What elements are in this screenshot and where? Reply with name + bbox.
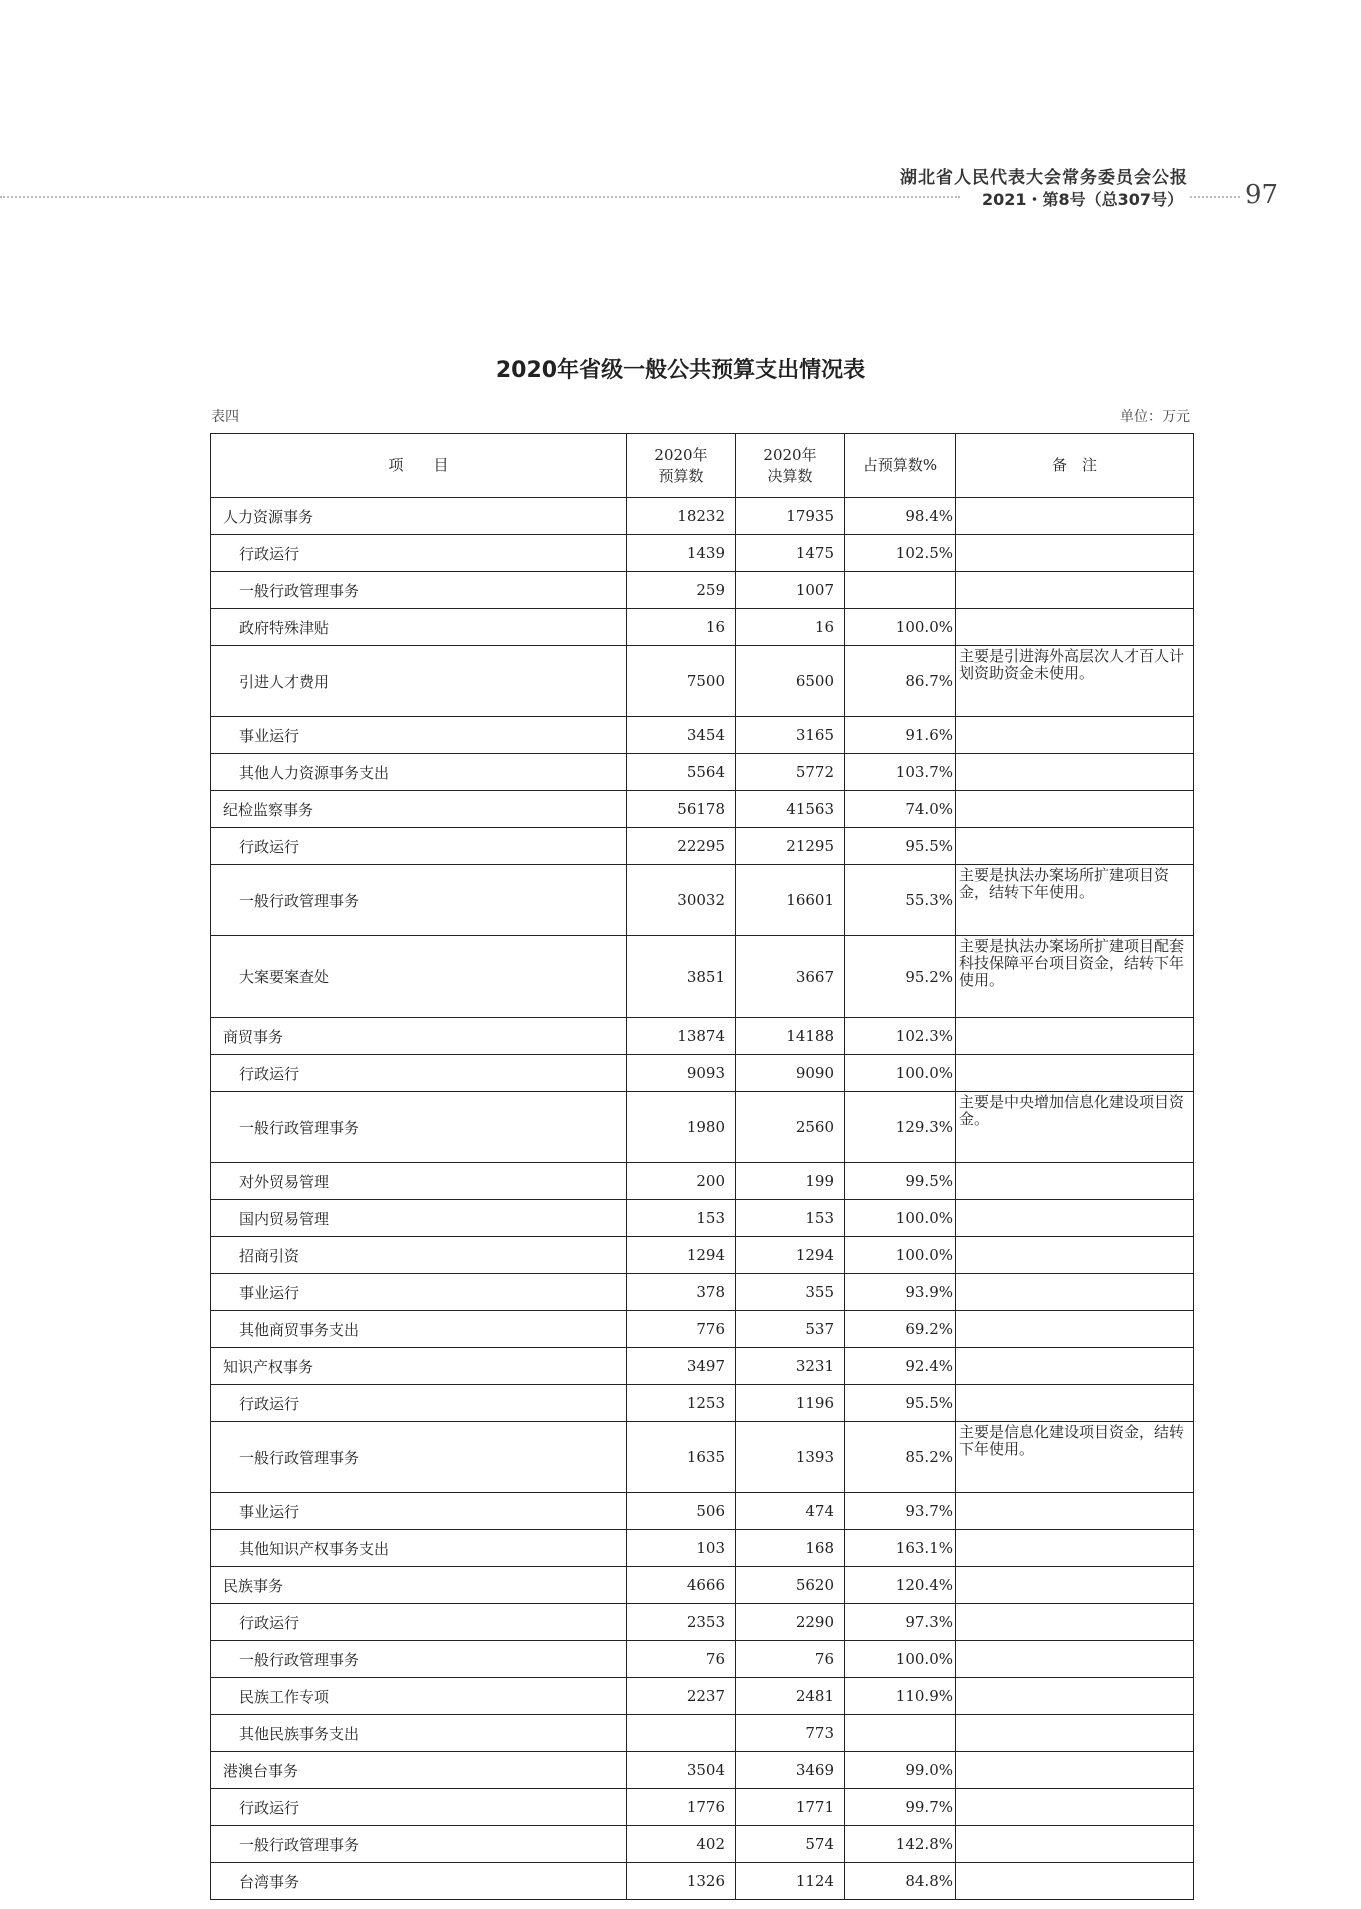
note-cell (956, 609, 1194, 646)
item-cell: 引进人才费用 (211, 646, 627, 717)
table-row (211, 936, 1194, 1018)
budget-cell: 5564 (627, 754, 736, 791)
pct-cell: 100.0% (845, 609, 956, 646)
budget-cell: 1439 (627, 535, 736, 572)
note-cell: 主要是信息化建设项目资金，结转下年使用。 (956, 1422, 1194, 1493)
table-row (211, 717, 1194, 754)
budget-cell: 4666 (627, 1567, 736, 1604)
note-cell (956, 1200, 1194, 1237)
header-dotted-rule-left (0, 196, 960, 198)
item-cell: 事业运行 (211, 1274, 627, 1311)
final-cell: 1393 (736, 1422, 845, 1493)
pct-cell: 93.7% (845, 1493, 956, 1530)
pct-cell: 98.4% (845, 498, 956, 535)
table-row (211, 1789, 1194, 1826)
note-cell (956, 1826, 1194, 1863)
final-cell: 17935 (736, 498, 845, 535)
final-cell: 2481 (736, 1678, 845, 1715)
unit-label: 单位：万元 (1120, 409, 1190, 425)
pct-cell: 129.3% (845, 1092, 956, 1163)
pct-cell: 92.4% (845, 1348, 956, 1385)
final-cell: 2560 (736, 1092, 845, 1163)
table-row (211, 828, 1194, 865)
budget-table (210, 433, 1194, 1900)
final-cell: 6500 (736, 646, 845, 717)
final-cell: 41563 (736, 791, 845, 828)
table-row (211, 1530, 1194, 1567)
budget-cell: 76 (627, 1641, 736, 1678)
item-cell: 国内贸易管理 (211, 1200, 627, 1237)
pct-cell: 55.3% (845, 865, 956, 936)
pct-cell: 97.3% (845, 1604, 956, 1641)
final-cell: 1771 (736, 1789, 845, 1826)
note-cell (956, 1055, 1194, 1092)
note-cell (956, 1385, 1194, 1422)
final-cell: 16 (736, 609, 845, 646)
table-row (211, 646, 1194, 717)
note-cell (956, 1348, 1194, 1385)
journal-name: 湖北省人民代表大会常务委员会公报 (900, 168, 1188, 188)
table-body (211, 498, 1194, 1900)
budget-cell: 13874 (627, 1018, 736, 1055)
budget-cell: 776 (627, 1311, 736, 1348)
header-budget (627, 434, 736, 498)
table-row (211, 1311, 1194, 1348)
budget-cell: 200 (627, 1163, 736, 1200)
item-cell: 其他人力资源事务支出 (211, 754, 627, 791)
item-cell: 行政运行 (211, 535, 627, 572)
final-cell: 5772 (736, 754, 845, 791)
note-cell: 主要是执法办案场所扩建项目配套科技保障平台项目资金，结转下年使用。 (956, 936, 1194, 1018)
issue-label: 2021・第8号（总307号） (982, 190, 1184, 209)
item-cell: 商贸事务 (211, 1018, 627, 1055)
note-cell (956, 1493, 1194, 1530)
table-row (211, 1493, 1194, 1530)
item-cell: 一般行政管理事务 (211, 1826, 627, 1863)
pct-cell: 91.6% (845, 717, 956, 754)
item-cell: 民族工作专项 (211, 1678, 627, 1715)
final-cell: 1294 (736, 1237, 845, 1274)
note-cell (956, 791, 1194, 828)
pct-cell: 102.3% (845, 1018, 956, 1055)
table-row (211, 1055, 1194, 1092)
note-cell (956, 1163, 1194, 1200)
final-cell: 474 (736, 1493, 845, 1530)
final-cell: 1124 (736, 1863, 845, 1900)
item-cell: 行政运行 (211, 828, 627, 865)
note-cell (956, 717, 1194, 754)
table-row (211, 498, 1194, 535)
final-cell: 5620 (736, 1567, 845, 1604)
table-row (211, 1567, 1194, 1604)
final-cell: 76 (736, 1641, 845, 1678)
item-cell: 民族事务 (211, 1567, 627, 1604)
item-cell: 其他民族事务支出 (211, 1715, 627, 1752)
budget-cell: 1635 (627, 1422, 736, 1493)
final-cell: 153 (736, 1200, 845, 1237)
item-cell: 行政运行 (211, 1604, 627, 1641)
item-cell: 招商引资 (211, 1237, 627, 1274)
budget-cell: 103 (627, 1530, 736, 1567)
note-cell (956, 1018, 1194, 1055)
final-cell: 1196 (736, 1385, 845, 1422)
table-row (211, 535, 1194, 572)
pct-cell: 110.9% (845, 1678, 956, 1715)
header-dotted-rule-right (1190, 196, 1240, 198)
item-cell: 行政运行 (211, 1385, 627, 1422)
pct-cell: 100.0% (845, 1641, 956, 1678)
pct-cell: 69.2% (845, 1311, 956, 1348)
budget-cell: 7500 (627, 646, 736, 717)
header-note: 备 注 (956, 434, 1194, 498)
note-cell (956, 1530, 1194, 1567)
final-cell: 2290 (736, 1604, 845, 1641)
final-cell: 9090 (736, 1055, 845, 1092)
item-cell: 其他知识产权事务支出 (211, 1530, 627, 1567)
item-cell: 一般行政管理事务 (211, 572, 627, 609)
table-row (211, 791, 1194, 828)
item-cell: 对外贸易管理 (211, 1163, 627, 1200)
note-cell (956, 1274, 1194, 1311)
budget-cell: 56178 (627, 791, 736, 828)
table-row (211, 1348, 1194, 1385)
item-cell: 一般行政管理事务 (211, 865, 627, 936)
note-cell: 主要是引进海外高层次人才百人计划资助资金未使用。 (956, 646, 1194, 717)
final-cell: 3469 (736, 1752, 845, 1789)
budget-cell: 3497 (627, 1348, 736, 1385)
item-cell: 行政运行 (211, 1789, 627, 1826)
header-final-line1: 2020年 (763, 445, 817, 464)
header-budget-line1: 2020年 (654, 445, 708, 464)
note-cell (956, 1789, 1194, 1826)
budget-cell: 1326 (627, 1863, 736, 1900)
budget-cell: 1294 (627, 1237, 736, 1274)
pct-cell: 100.0% (845, 1200, 956, 1237)
pct-cell: 95.2% (845, 936, 956, 1018)
note-cell (956, 1752, 1194, 1789)
item-cell: 台湾事务 (211, 1863, 627, 1900)
pct-cell (845, 572, 956, 609)
table-row (211, 1092, 1194, 1163)
budget-cell: 1980 (627, 1092, 736, 1163)
final-cell: 3165 (736, 717, 845, 754)
final-cell: 14188 (736, 1018, 845, 1055)
pct-cell: 163.1% (845, 1530, 956, 1567)
table-row (211, 1826, 1194, 1863)
final-cell: 773 (736, 1715, 845, 1752)
note-cell (956, 1604, 1194, 1641)
budget-cell: 3851 (627, 936, 736, 1018)
table-row (211, 572, 1194, 609)
item-cell: 事业运行 (211, 717, 627, 754)
note-cell (956, 828, 1194, 865)
budget-cell: 16 (627, 609, 736, 646)
item-cell: 纪检监察事务 (211, 791, 627, 828)
budget-cell: 402 (627, 1826, 736, 1863)
item-cell: 事业运行 (211, 1493, 627, 1530)
item-cell: 知识产权事务 (211, 1348, 627, 1385)
table-header-row (211, 434, 1194, 498)
table-label: 表四 (211, 409, 239, 425)
table-row (211, 865, 1194, 936)
pct-cell: 95.5% (845, 1385, 956, 1422)
table-row (211, 1678, 1194, 1715)
budget-cell: 2237 (627, 1678, 736, 1715)
final-cell: 16601 (736, 865, 845, 936)
item-cell: 港澳台事务 (211, 1752, 627, 1789)
final-cell: 1475 (736, 535, 845, 572)
item-cell: 其他商贸事务支出 (211, 1311, 627, 1348)
final-cell: 21295 (736, 828, 845, 865)
pct-cell (845, 1715, 956, 1752)
final-cell: 168 (736, 1530, 845, 1567)
item-cell: 大案要案查处 (211, 936, 627, 1018)
budget-cell: 1253 (627, 1385, 736, 1422)
note-cell (956, 754, 1194, 791)
item-cell: 政府特殊津贴 (211, 609, 627, 646)
pct-cell: 99.0% (845, 1752, 956, 1789)
budget-cell (627, 1715, 736, 1752)
table-row (211, 1018, 1194, 1055)
note-cell (956, 535, 1194, 572)
budget-cell: 3454 (627, 717, 736, 754)
table-row (211, 1200, 1194, 1237)
budget-cell: 2353 (627, 1604, 736, 1641)
budget-cell: 506 (627, 1493, 736, 1530)
note-cell: 主要是中央增加信息化建设项目资金。 (956, 1092, 1194, 1163)
pct-cell: 102.5% (845, 535, 956, 572)
pct-cell: 103.7% (845, 754, 956, 791)
pct-cell: 120.4% (845, 1567, 956, 1604)
table-row (211, 1604, 1194, 1641)
item-cell: 行政运行 (211, 1055, 627, 1092)
item-cell: 一般行政管理事务 (211, 1092, 627, 1163)
note-cell (956, 1311, 1194, 1348)
pct-cell: 100.0% (845, 1237, 956, 1274)
note-cell (956, 498, 1194, 535)
budget-cell: 18232 (627, 498, 736, 535)
final-cell: 537 (736, 1311, 845, 1348)
budget-cell: 3504 (627, 1752, 736, 1789)
header-final (736, 434, 845, 498)
pct-cell: 95.5% (845, 828, 956, 865)
budget-cell: 9093 (627, 1055, 736, 1092)
pct-cell: 99.5% (845, 1163, 956, 1200)
final-cell: 199 (736, 1163, 845, 1200)
final-cell: 574 (736, 1826, 845, 1863)
table-row (211, 1752, 1194, 1789)
budget-cell: 22295 (627, 828, 736, 865)
pct-cell: 100.0% (845, 1055, 956, 1092)
budget-cell: 378 (627, 1274, 736, 1311)
table-row (211, 1385, 1194, 1422)
note-cell: 主要是执法办案场所扩建项目资金，结转下年使用。 (956, 865, 1194, 936)
header-pct: 占预算数% (845, 434, 956, 498)
note-cell (956, 1567, 1194, 1604)
pct-cell: 99.7% (845, 1789, 956, 1826)
table-row (211, 1422, 1194, 1493)
final-cell: 3667 (736, 936, 845, 1018)
pct-cell: 84.8% (845, 1863, 956, 1900)
table-row (211, 1163, 1194, 1200)
table-row (211, 1715, 1194, 1752)
table-row (211, 754, 1194, 791)
header-item: 项 目 (211, 434, 627, 498)
item-cell: 一般行政管理事务 (211, 1422, 627, 1493)
final-cell: 1007 (736, 572, 845, 609)
note-cell (956, 1678, 1194, 1715)
budget-cell: 153 (627, 1200, 736, 1237)
page-title: 2020年省级一般公共预算支出情况表 (495, 358, 866, 383)
table-row (211, 609, 1194, 646)
note-cell (956, 572, 1194, 609)
table-row (211, 1863, 1194, 1900)
note-cell (956, 1237, 1194, 1274)
budget-cell: 259 (627, 572, 736, 609)
note-cell (956, 1715, 1194, 1752)
page-number: 97 (1245, 180, 1279, 210)
item-cell: 人力资源事务 (211, 498, 627, 535)
pct-cell: 86.7% (845, 646, 956, 717)
table-row (211, 1274, 1194, 1311)
pct-cell: 74.0% (845, 791, 956, 828)
item-cell: 一般行政管理事务 (211, 1641, 627, 1678)
final-cell: 3231 (736, 1348, 845, 1385)
pct-cell: 142.8% (845, 1826, 956, 1863)
header-final-line2: 决算数 (767, 466, 813, 485)
budget-cell: 1776 (627, 1789, 736, 1826)
pct-cell: 93.9% (845, 1274, 956, 1311)
note-cell (956, 1641, 1194, 1678)
note-cell (956, 1863, 1194, 1900)
header-budget-line2: 预算数 (658, 466, 704, 485)
final-cell: 355 (736, 1274, 845, 1311)
pct-cell: 85.2% (845, 1422, 956, 1493)
table-row (211, 1641, 1194, 1678)
budget-cell: 30032 (627, 865, 736, 936)
table-row (211, 1237, 1194, 1274)
